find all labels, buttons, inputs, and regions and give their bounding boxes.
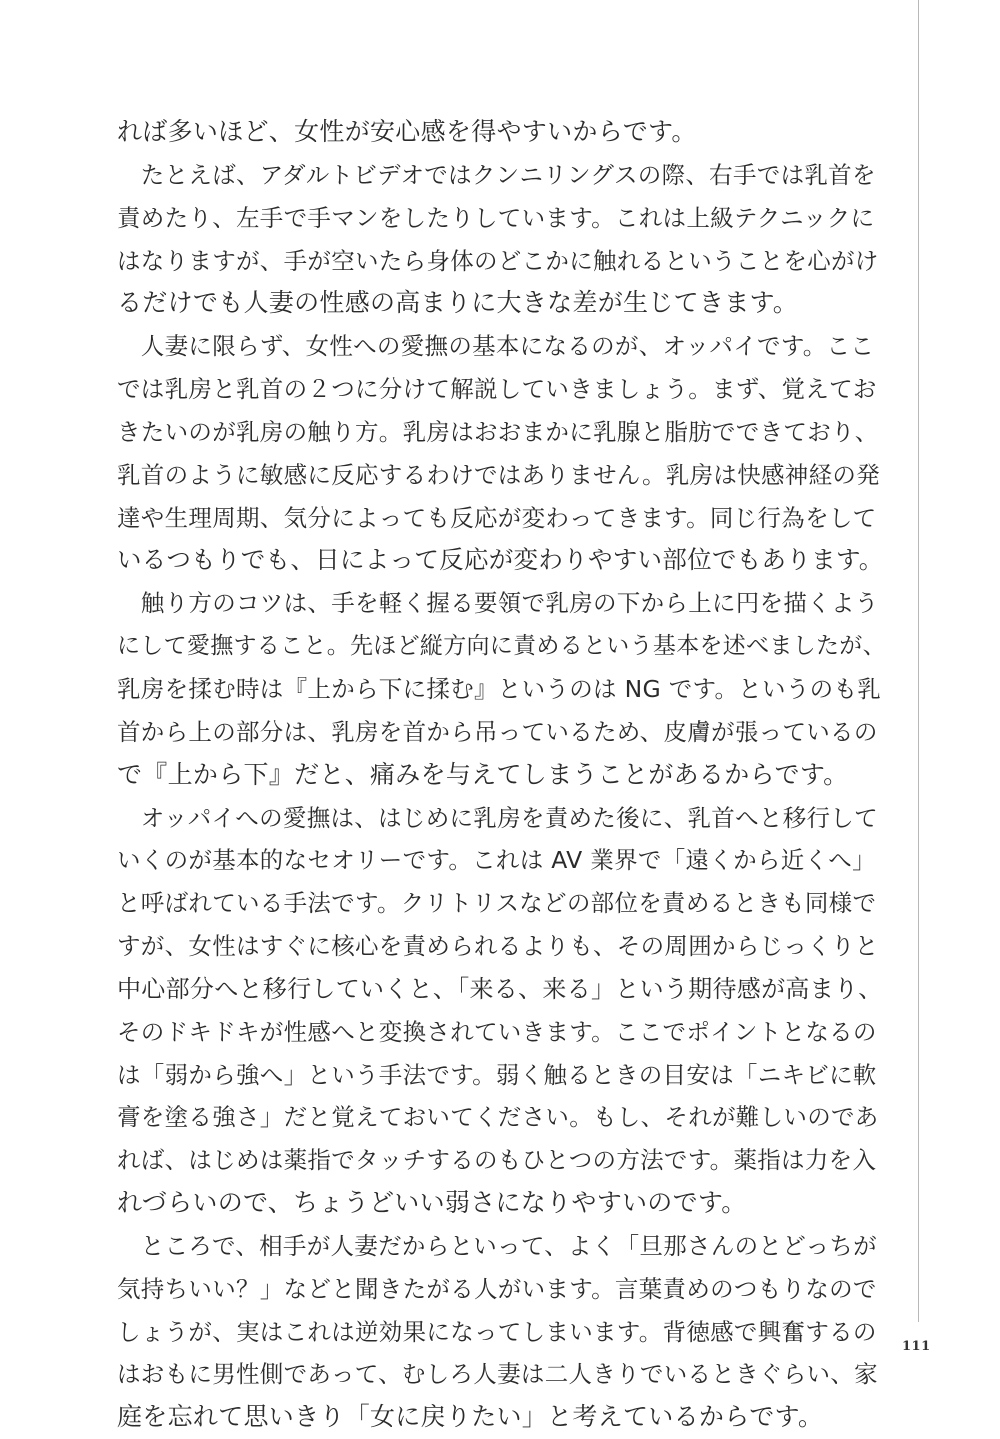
text-line: オッパイへの愛撫は、はじめに乳房を責めた後に、乳首へと移行して <box>117 803 878 832</box>
text-line: はおもに男性側であって、むしろ人妻は二人きりでいるときぐらい、家 <box>117 1360 878 1389</box>
page-number: 111 <box>902 1339 931 1354</box>
text-line: しょうが、実はこれは逆効果になってしまいます。背徳感で興奮するの <box>117 1317 877 1346</box>
text-line: 触り方のコツは、手を軽く握る要領で乳房の下から上に円を描くよう <box>117 589 879 618</box>
text-line: そのドキドキが性感へと変換されていきます。ここでポイントとなるの <box>117 1017 877 1046</box>
text-line: で『上から下』だと、痛みを与えてしまうことがあるからです。 <box>117 759 849 789</box>
text-line: るだけでも人妻の性感の高まりに大きな差が生じてきます。 <box>117 288 799 318</box>
text-line: れば、はじめは薬指でタッチするのもひとつの方法です。薬指は力を入 <box>117 1146 877 1175</box>
text-line: ところで、相手が人妻だからといって、よく「旦那さんのとどっちが <box>117 1231 877 1260</box>
text-line: 気持ちいい？」などと聞きたがる人がいます。言葉責めのつもりなので <box>117 1274 877 1303</box>
text-line: 首から上の部分は、乳房を首から吊っているため、皮膚が張っているの <box>117 717 878 746</box>
text-line: たとえば、アダルトビデオではクンニリングスの際、右手では乳首を <box>117 160 876 189</box>
text-line: 膏を塗る強さ」だと覚えておいてください。もし、それが難しいのであ <box>117 1103 879 1132</box>
text-line: はなりますが、手が空いたら身体のどこかに触れるということを心がけ <box>117 246 879 275</box>
text-line: 責めたり、左手で手マンをしたりしています。これは上級テクニックに <box>117 203 875 232</box>
body-text <box>117 111 887 1439</box>
margin-rule <box>918 0 919 1322</box>
text-line: 庭を忘れて思いきり「女に戻りたい」と考えているからです。 <box>117 1402 824 1432</box>
text-line: にして愛撫すること。先ほど縦方向に責めるという基本を述べましたが、 <box>117 633 886 660</box>
text-line: 乳房を揉む時は『上から下に揉む』というのは NG です。というのも乳 <box>117 674 882 703</box>
text-line: きたいのが乳房の触り方。乳房はおおまかに乳腺と脂肪でできており、 <box>117 417 879 446</box>
text-line: 達や生理周期、気分によっても反応が変わってきます。同じ行為をして <box>117 503 877 532</box>
text-line: と呼ばれている手法です。クリトリスなどの部位を責めるときも同様で <box>117 889 877 918</box>
text-line: すが、女性はすぐに核心を責められるよりも、その周囲からじっくりと <box>117 932 879 961</box>
text-line: いるつもりでも、日によって反応が変わりやすい部位でもあります。 <box>117 545 884 575</box>
text-line: 人妻に限らず、女性への愛撫の基本になるのが、オッパイです。ここ <box>117 332 875 361</box>
text-line: いくのが基本的なセオリーです。これは AV 業界で「遠くから近くへ」 <box>117 846 876 875</box>
text-line: 乳首のように敏感に反応するわけではありません。乳房は快感神経の発 <box>117 460 881 489</box>
text-line: れづらいので、ちょうどいい弱さになりやすいのです。 <box>117 1188 747 1218</box>
text-line: では乳房と乳首の２つに分けて解説していきましょう。まず、覚えてお <box>117 375 877 404</box>
text-line: 中心部分へと移行していくと、「来る、来る」という期待感が高まり、 <box>117 974 883 1003</box>
text-line: は「弱から強へ」という手法です。弱く触るときの目安は「ニキビに軟 <box>117 1060 877 1089</box>
text-line: れば多いほど、女性が安心感を得やすいからです。 <box>117 117 697 146</box>
